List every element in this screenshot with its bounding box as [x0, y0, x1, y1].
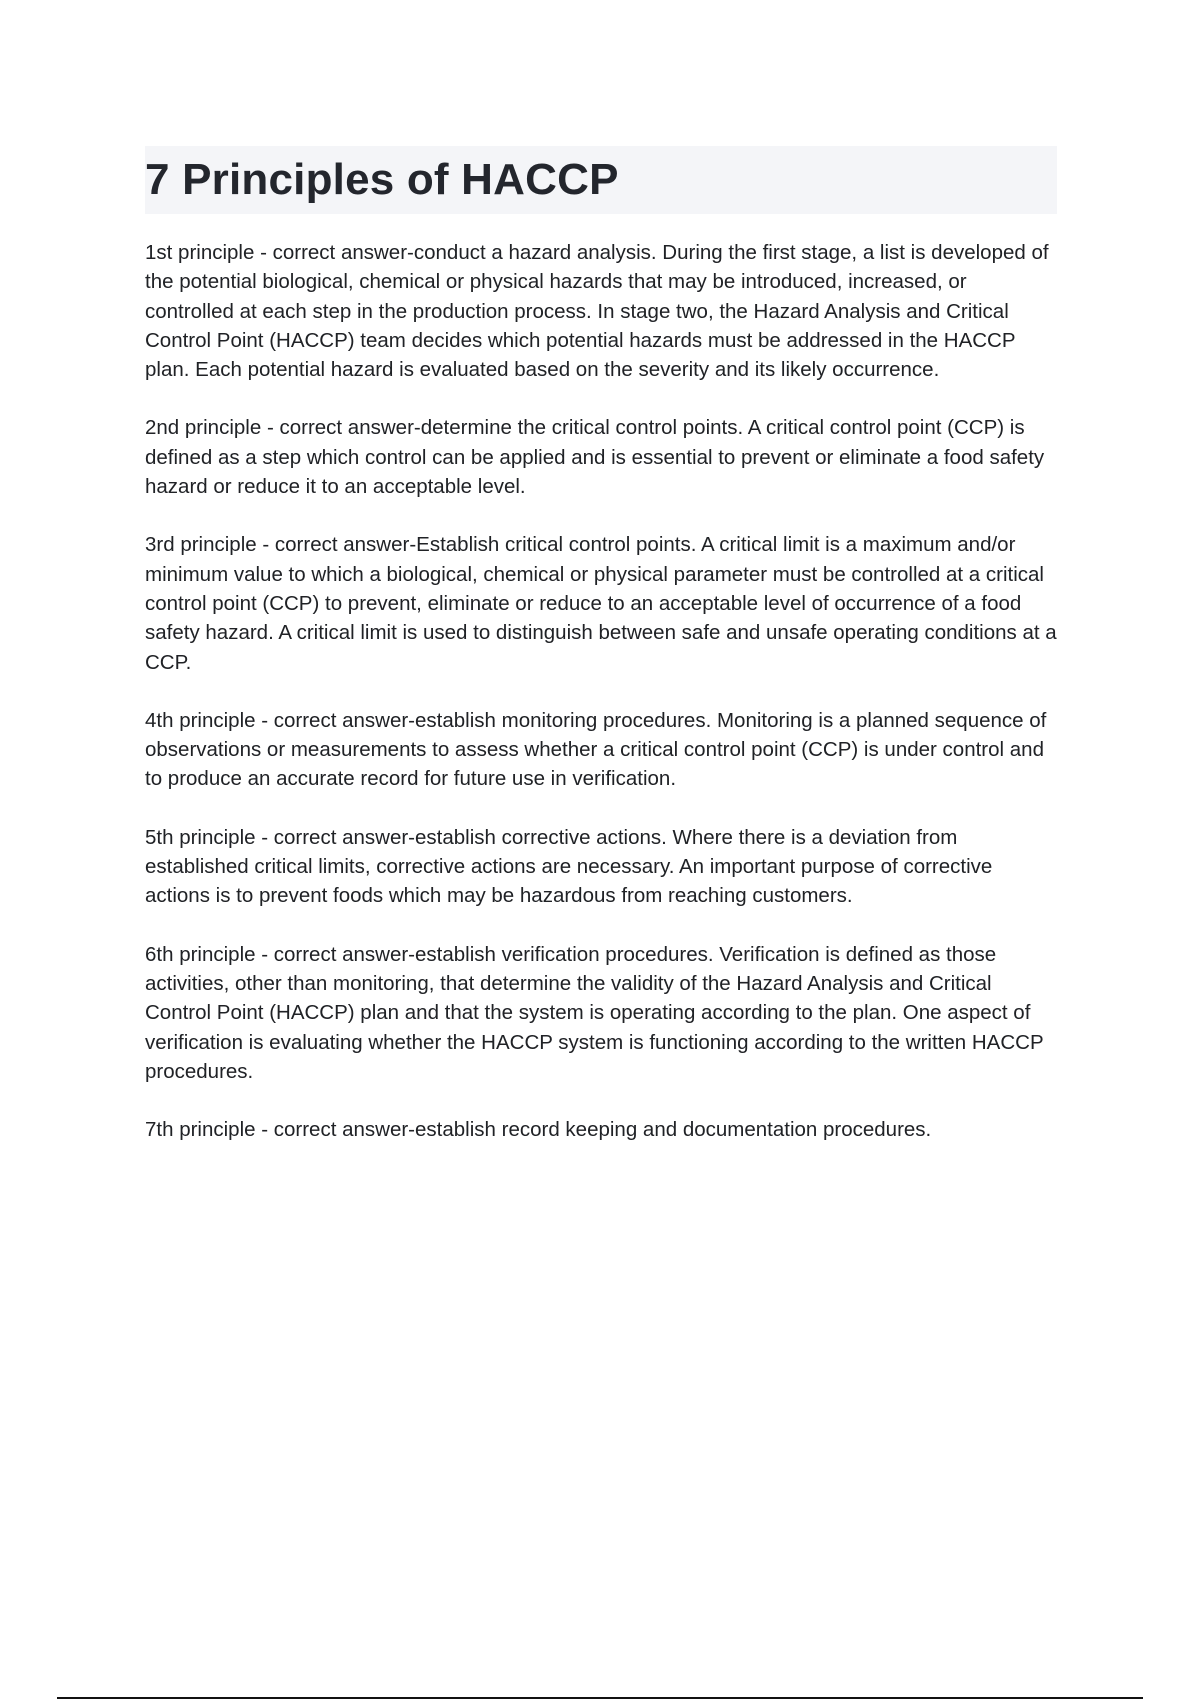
- principle-3-text: 3rd principle - correct answer-Establish critical control points. A critical limit is a maximum and/or minimum value to which a biological, chemical or physical parameter must be controlled at a critical control point (CCP) to prevent, eliminate or reduce to an acceptable level of occurrence of a food safety hazard. A critical limit is used to distinguish between safe and unsafe operating conditions at a CCP.: [145, 533, 1057, 674]
- principle-4-text: 4th principle - correct answer-establish monitoring procedures. Monitoring is a planned sequence of observations or measurements to assess whether a critical control point (CCP) is under control and to produce an accurate record for future use in verification.: [145, 708, 1047, 791]
- principle-6-text: 6th principle - correct answer-establish verification procedures. Verification is defined as those activities, other than monitoring, that determine the validity of the Hazard Analysis and Critical Control Point (HACCP) plan and that the system is operating according to the plan. One aspect of verification is evaluating whether the HACCP system is functioning according to the written HACCP procedures.: [145, 942, 1044, 1083]
- principle-2-text: 2nd principle - correct answer-determine the critical control points. A critical control point (CCP) is defined as a step which control can be applied and is essential to prevent or eliminate a food safety hazard or reduce it to an acceptable level.: [145, 416, 1045, 499]
- document-body: [145, 238, 1057, 1173]
- principle-5-text: 5th principle - correct answer-establish corrective actions. Where there is a deviation from established critical limits, corrective actions are necessary. An important purpose of corrective actions is to prevent foods which may be hazardous from reaching customers.: [145, 825, 993, 908]
- page-title: 7 Principles of HACCP: [145, 155, 619, 204]
- title-block: [145, 146, 1057, 214]
- principle-1-text: 1st principle - correct answer-conduct a hazard analysis. During the first stage, a list is developed of the potential biological, chemical or physical hazards that may be introduced, increased, or controlled at each step in the production process. In stage two, the Hazard Analysis and Critical Control Point (HACCP) team decides which potential hazards must be addressed in the HACCP plan. Each potential hazard is evaluated based on the severity and its likely occurrence.: [145, 241, 1049, 382]
- principle-7-text: 7th principle - correct answer-establish record keeping and documentation procedures.: [145, 1118, 932, 1142]
- footer-divider: [57, 1697, 1143, 1699]
